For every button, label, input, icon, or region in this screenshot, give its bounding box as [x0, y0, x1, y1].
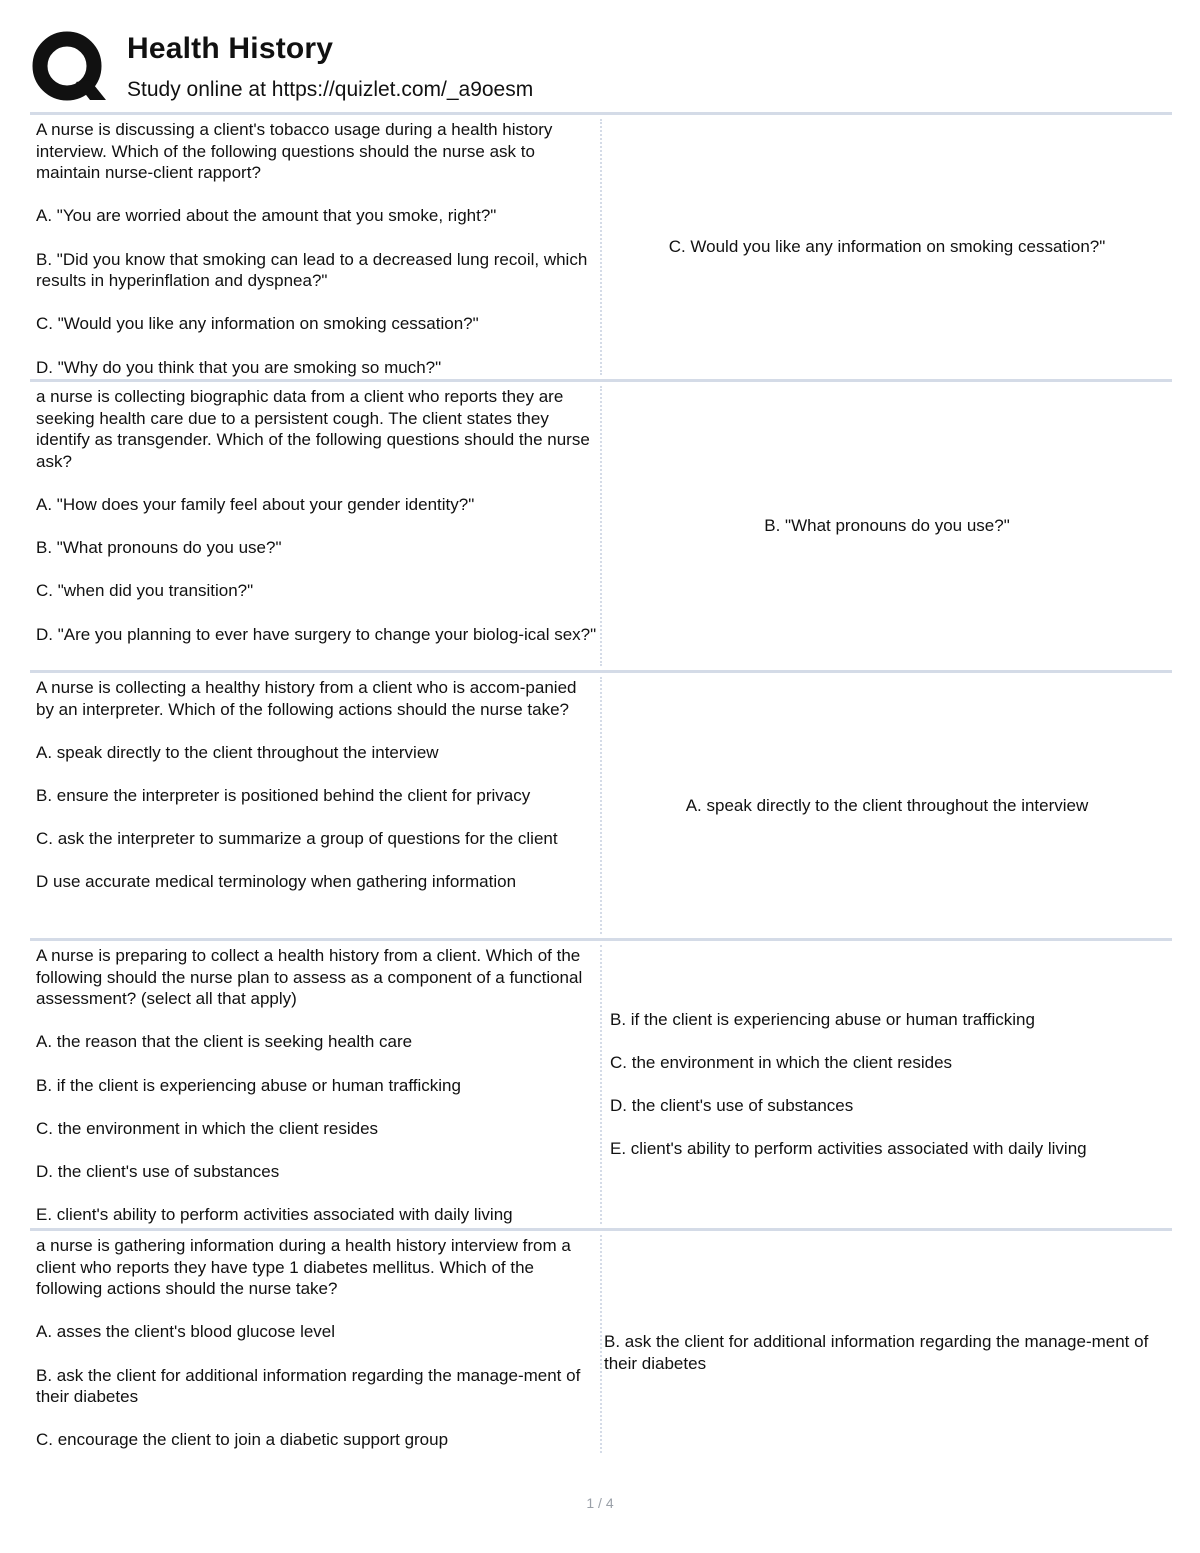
- question-prompt: a nurse is gathering information during a health history interview from a client who reports they have type 1 diabetes mellitus. Which of the following actions should the nurse take?: [36, 1236, 571, 1299]
- flashcard: [30, 382, 1172, 673]
- answer-cell: [602, 115, 1172, 379]
- question-option: C. the environment in which the client resides: [36, 1118, 379, 1138]
- question-option: B. "What pronouns do you use?": [36, 538, 282, 558]
- question-option: B. ask the client for additional information regarding the manage-ment of their diabetes: [36, 1365, 581, 1407]
- question-prompt: a nurse is collecting biographic data from a client who reports they are seeking health care due to a persistent cough. The client states they identify as transgender. Which of the following questions should the nurse ask?: [36, 387, 590, 471]
- question-option: B. "Did you know that smoking can lead to a decreased lung recoil, which results in hyperinflation and dyspnea?": [36, 249, 588, 291]
- question-prompt: A nurse is collecting a healthy history from a client who is accom-panied by an interpreter. Which of the following actions should the nurse take?: [36, 678, 577, 719]
- question-option: D use accurate medical terminology when gathering information: [36, 872, 517, 892]
- answer-cell: [602, 941, 1172, 1228]
- answer-cell: [602, 1231, 1172, 1457]
- question-prompt: A nurse is preparing to collect a health history from a client. Which of the following should the nurse plan to assess as a component of a functional assessment? (select all that apply): [36, 946, 583, 1009]
- question-option: D. "Are you planning to ever have surgery to change your biolog-ical sex?": [36, 624, 597, 644]
- question-option: E. client's ability to perform activities associated with daily living: [36, 1205, 513, 1225]
- question-option: C. ask the interpreter to summarize a group of questions for the client: [36, 829, 558, 849]
- answer-cell: [602, 382, 1172, 670]
- quizlet-logo-icon: [30, 30, 106, 106]
- question-option: B. ensure the interpreter is positioned behind the client for privacy: [36, 785, 531, 805]
- answer-text: D. the client's use of substances: [610, 1096, 854, 1116]
- question-option: A. the reason that the client is seeking health care: [36, 1032, 413, 1052]
- answer-text: B. "What pronouns do you use?": [764, 516, 1010, 536]
- answer-text: A. speak directly to the client throughout the interview: [685, 795, 1089, 815]
- study-online-link[interactable]: Study online at https://quizlet.com/_a9oesm: [127, 78, 534, 101]
- question-text: [36, 386, 598, 645]
- flashcard: [30, 673, 1172, 941]
- answer-cell: [602, 673, 1172, 938]
- answer-text: B. ask the client for additional information regarding the manage-ment of their diabetes: [604, 1332, 1149, 1373]
- question-option: C. "when did you transition?": [36, 581, 254, 601]
- question-text: [36, 945, 598, 1226]
- flashcard: [30, 941, 1172, 1231]
- answer-text: C. Would you like any information on smoking cessation?": [668, 237, 1106, 257]
- question-text: [36, 119, 598, 378]
- question-option: A. speak directly to the client throughout the interview: [36, 742, 439, 762]
- question-option: D. the client's use of substances: [36, 1161, 280, 1181]
- answer-text: B. if the client is experiencing abuse or human trafficking: [610, 1009, 1035, 1029]
- question-text: [36, 677, 598, 893]
- question-prompt: A nurse is discussing a client's tobacco usage during a health history interview. Which of the following questions should the nurse ask to maintain nurse-client rapport?: [36, 120, 553, 183]
- question-option: C. "Would you like any information on smoking cessation?": [36, 314, 479, 334]
- answer-text: E. client's ability to perform activities associated with daily living: [610, 1139, 1087, 1159]
- question-option: A. asses the client's blood glucose level: [36, 1322, 336, 1342]
- flashcard: [30, 115, 1172, 382]
- question-option: C. encourage the client to join a diabetic support group: [36, 1430, 449, 1450]
- flashcard: [30, 1231, 1172, 1457]
- page-title: Health History: [127, 32, 334, 65]
- answer-text: C. the environment in which the client resides: [610, 1053, 953, 1073]
- question-option: A. "You are worried about the amount that you smoke, right?": [36, 206, 497, 226]
- question-option: A. "How does your family feel about your gender identity?": [36, 494, 475, 514]
- page-header: [30, 28, 1172, 112]
- question-option: B. if the client is experiencing abuse or human trafficking: [36, 1075, 461, 1095]
- question-option: D. "Why do you think that you are smoking so much?": [36, 357, 442, 377]
- page-number: 1 / 4: [586, 1495, 614, 1511]
- question-text: [36, 1235, 598, 1451]
